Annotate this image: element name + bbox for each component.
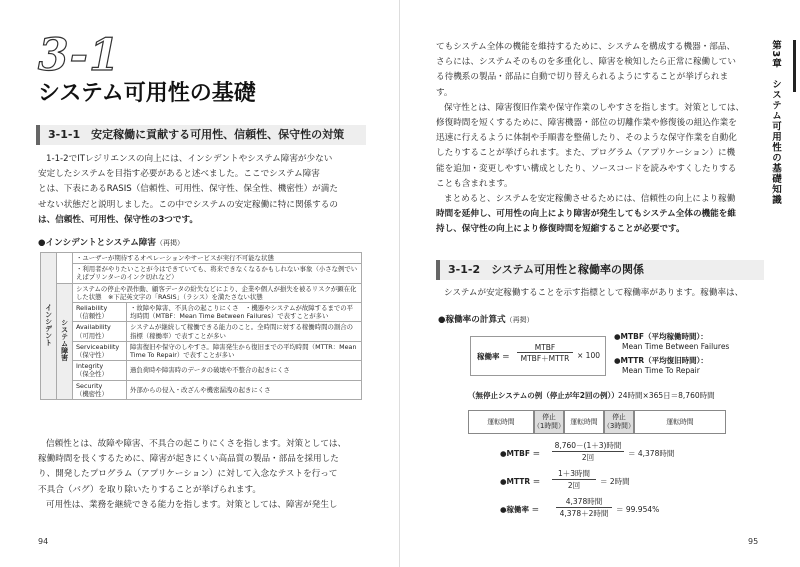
chapter-side-tab: [768, 40, 796, 240]
body-line: 迅速に行えるように体制や手順書を整備したり、そのような保守作業を自動化: [436, 133, 737, 144]
empty-cell: [57, 253, 73, 284]
table-row: [41, 303, 362, 322]
legend-head: ●MTBF（平均稼働時間）：: [614, 332, 708, 341]
table-row: [41, 361, 362, 380]
body-line: てもシステム全体の機能を維持するために、システムを構成する機器・部品、: [436, 42, 736, 52]
intro-line: とは、下表にあるRASIS（信頼性、可用性、保守性、保全性、機密性）が満た: [38, 184, 338, 195]
body-line: 持し、保守性の向上により修復時間を短縮することが必要です。: [436, 224, 685, 235]
term-jp: （信頼性）: [76, 312, 108, 321]
table-row: [41, 253, 362, 264]
rasis-term: [73, 341, 127, 360]
legend-mtbf: [614, 332, 729, 352]
timeline-stop: 停止 （1時間）: [534, 410, 564, 434]
chapter-title: システム可用性の基礎: [38, 81, 256, 106]
formula-denominator: MTBF＋MTTR: [520, 354, 570, 363]
body-line: 稼働時間を長くするために、障害が起きにくい高品質の製品・部品を採用した: [38, 454, 339, 465]
timeline-run: 運転時間: [468, 410, 534, 434]
timeline-run: 運転時間: [634, 410, 726, 434]
figure-title: [38, 236, 184, 248]
page-number: 95: [748, 537, 759, 546]
body-line: 修復時間を短くするために、障害機器・部位の切離作業や修復後の組込作業を: [436, 118, 737, 129]
body-line: り、開発したプログラム（アプリケーション）に対して入念なテストを行って: [38, 469, 338, 480]
body-line: 不具合（バグ）を取り除いたりすることが挙げられます。: [38, 484, 262, 495]
body-line: 時間を延伸し、可用性の向上により障害が発生してもシステム全体の機能を維: [436, 209, 736, 220]
timeline-stop: 停止 （3時間）: [604, 410, 634, 434]
body-line: 保守性とは、障害復旧作業や保守作業のしやすさを指します。対策としては、: [444, 102, 745, 113]
table-row: [41, 264, 362, 283]
intro-line: 安定したシステムを目指す必要があると述べました。ここでシステム障害: [38, 169, 320, 180]
calc-result: ＝ 99.954%: [616, 505, 660, 514]
figure-note: （再掲）: [155, 239, 184, 247]
calc-fraction: [552, 468, 596, 491]
calc-result: ＝ 2時間: [600, 477, 630, 486]
calc-label: ●稼働率 ＝: [500, 505, 540, 514]
legend-mttr: [614, 356, 708, 376]
term-en: Availability: [76, 323, 111, 332]
intro-line: は、信頼性、可用性、保守性の3つです。: [38, 214, 198, 225]
side-tab-bar: [793, 40, 796, 92]
legend-sub: Mean Time To Repair: [622, 366, 700, 375]
calc-denominator: 4,378＋2時間: [559, 509, 609, 518]
legend-sub: Mean Time Between Failures: [622, 342, 730, 351]
body-line: 可用性は、業務を継続できる能力を指します。対策としては、障害が発生し: [46, 499, 338, 510]
body-line: す。: [436, 87, 453, 98]
calc-mttr: [500, 468, 700, 492]
section-heading: 3-1-1 安定稼働に貢献する可用性、信頼性、保守性の対策: [36, 125, 366, 145]
calc-label: ●MTTR ＝: [500, 477, 541, 486]
body-line: さらには、システムそのものを多重化し、障害を検知したら正常に稼働してい: [436, 57, 736, 68]
timeline-run: 運転時間: [564, 410, 604, 434]
rasis-desc: 過負荷時や障害時のデータの破壊や不整合の起きにくさ: [127, 361, 362, 380]
example-title: （無停止システムの例（停止が年2回の例））: [468, 391, 619, 400]
table-row: [41, 341, 362, 360]
term-en: Security: [76, 381, 103, 390]
calc-denominator: 2回: [581, 453, 595, 462]
section-heading-2: 3-1-2 システム可用性と稼働率の関係: [436, 260, 764, 280]
body-line: まとめると、システムを安定稼働させるためには、信頼性の向上により稼働: [444, 194, 736, 205]
formula-box: [470, 336, 606, 376]
right-body-paragraph: [436, 40, 764, 238]
system-failure-label: システム障害: [60, 319, 69, 362]
section-lead: システムが安定稼働することを示す指標として稼働率があります。稼働率は、: [444, 288, 744, 298]
body-line: 能を追加・変更しやすい構成としたり、ソースコードを読みやすくしたりする: [436, 163, 737, 174]
rasis-desc: システムが継続して稼働できる能力のこと。全時間に対する稼働時間の割合の指標（稼働率）で表すことが多い: [127, 322, 362, 341]
table-cell: システムの停止や誤作動、顧客データの紛失などにより、企業や個人が損失を被るリスクが顕在化した状態 ※下記英文字の「RASIS」（ラシス）を満たさない状態: [73, 283, 362, 302]
formula-numerator: MTBF: [517, 343, 573, 353]
calc-mtbf: [500, 440, 700, 464]
rasis-desc: 外部からの侵入・改ざんや機密漏洩の起きにくさ: [127, 380, 362, 399]
table-row: [41, 283, 362, 302]
term-jp: （保守性）: [76, 351, 108, 360]
body-line: る待機系の製品・部品に自動で切り替えられるようにすることが挙げられま: [436, 72, 729, 83]
calc-numerator: 8,760－(1＋3)時間: [552, 440, 624, 452]
table-cell: ・利用者がやりたいことが今はできていても、将来できなくなるかもしれない事象（小さな例でいえばプリンターのインク切れなど）: [73, 264, 362, 283]
intro-line: 1-1-2でITレジリエンスの向上には、インシデントやシステム障害が少ない: [46, 154, 333, 164]
formula-multiplier: × 100: [577, 351, 600, 360]
figure-title-text: ●インシデントとシステム障害: [38, 238, 156, 248]
term-en: Reliability: [76, 304, 108, 313]
rasis-term: [73, 303, 127, 322]
table-row: [41, 380, 362, 399]
body-line: ことも含まれます。: [436, 178, 513, 189]
body-paragraph: [38, 437, 363, 513]
calc-result: ＝ 4,378時間: [628, 449, 675, 458]
example-total: 24時間×365日＝8,760時間: [618, 391, 715, 400]
page-number: 94: [38, 537, 49, 546]
calc-label: ●MTBF ＝: [500, 449, 541, 458]
rasis-term: [73, 361, 127, 380]
intro-paragraph: [38, 152, 363, 228]
rasis-desc: 障害復旧や保守のしやすさ。障害発生から復旧までの平均時間（MTTR：Mean Time To Repair）で表すことが多い: [127, 341, 362, 360]
term-jp: （機密性）: [76, 389, 108, 398]
body-line: 信頼性とは、故障や障害、不具合の起こりにくさを指します。対策としては、: [46, 439, 347, 449]
formula-fraction: [517, 343, 573, 364]
legend-head: ●MTTR（平均復旧時間）：: [614, 356, 708, 365]
table-row: [41, 322, 362, 341]
term-jp: （可用性）: [76, 331, 108, 340]
calc-numerator: 4,378時間: [556, 496, 612, 508]
formula-note: （再掲）: [505, 316, 534, 324]
calc-availability: [500, 496, 700, 520]
formula-title: [438, 313, 534, 325]
intro-line: せない状態だと説明しました。この中でシステムの安定稼働に特に関係するの: [38, 199, 338, 210]
formula-title-text: ●稼働率の計算式: [438, 315, 506, 325]
term-en: Serviceability: [76, 342, 120, 351]
incident-table: [40, 252, 362, 400]
system-failure-category: [57, 283, 73, 399]
calc-numerator: 1＋3時間: [552, 468, 596, 480]
term-en: Integrity: [76, 362, 104, 371]
rasis-desc: ・故障や障害、不具合の起こりにくさ ・機器やシステムが故障するまでの平均時間（MTBF：Mean Time Between Failures）で表すことが多い: [127, 303, 362, 322]
side-tab-label: 第3章 システム可用性の基礎知識: [770, 40, 781, 206]
calc-fraction: [556, 496, 612, 519]
calc-fraction: [552, 440, 624, 463]
table-cell: ・ユーザーが期待するオペレーションやサービスが実行不可能な状態: [73, 253, 362, 264]
incident-category-label: インシデント: [44, 303, 53, 346]
chapter-number: 3-1: [38, 30, 121, 81]
term-jp: （保全性）: [76, 370, 108, 379]
rasis-term: [73, 380, 127, 399]
calc-denominator: 2回: [567, 481, 581, 490]
rasis-term: [73, 322, 127, 341]
formula-lhs: 稼働率 ＝: [477, 352, 510, 361]
body-line: したりすることが挙げられます。また、プログラム（アプリケーション）に機: [436, 148, 736, 159]
incident-category: [41, 253, 57, 400]
